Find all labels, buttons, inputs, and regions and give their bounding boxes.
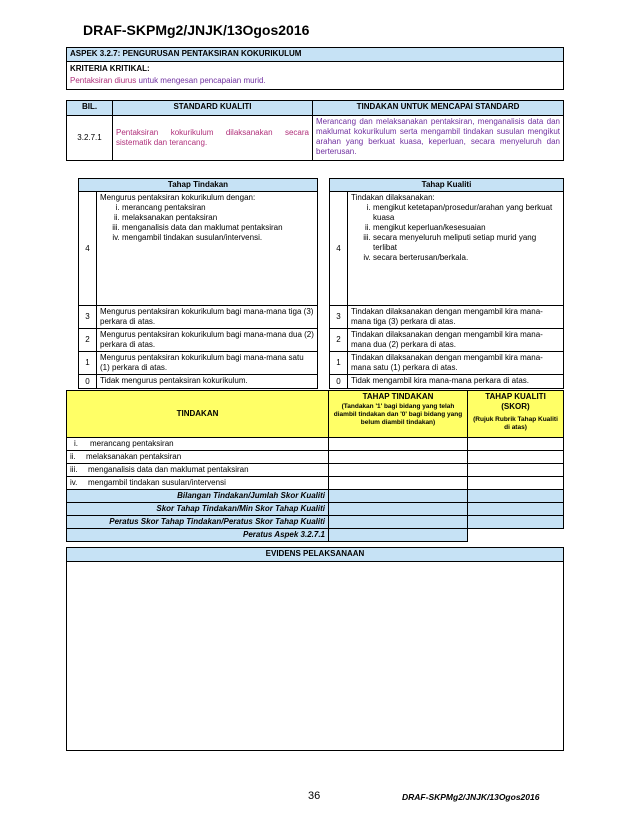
tahap-kualiti-level: 4 — [330, 192, 348, 306]
tahap-tindakan-level: 2 — [79, 329, 97, 352]
tahap-tindakan-criteria: Mengurus pentaksiran kokurikulum bagi mana-mana tiga (3) perkara di atas. — [97, 306, 318, 329]
tahap-kualiti-input-cell[interactable] — [468, 451, 564, 464]
list-item: iii. menganalisis data dan maklumat pentaksiran — [122, 223, 314, 233]
footer-doc-id: DRAF-SKPMg2/JNJK/13Ogos2016 — [402, 792, 540, 802]
scoring-col-tahap-kualiti — [468, 391, 564, 438]
evidens-heading: EVIDENS PELAKSANAAN — [67, 548, 564, 562]
tahap-kualiti-heading: Tahap Kualiti — [330, 179, 564, 192]
tahap-kualiti-criteria — [348, 192, 564, 306]
tahap-tindakan-criteria: Mengurus pentaksiran kokurikulum bagi mana-mana satu (1) perkara di atas. — [97, 352, 318, 375]
tahap-kualiti-list — [351, 203, 560, 263]
list-item: iii. secara menyeluruh meliputi setiap murid yang terlibat — [373, 233, 560, 253]
evidens-content-area[interactable] — [67, 562, 564, 751]
tahap-tindakan-level: 1 — [79, 352, 97, 375]
tahap-tindakan-heading: Tahap Tindakan — [79, 179, 318, 192]
tahap-tindakan-criteria — [97, 192, 318, 306]
scoring-item-num: i. — [74, 439, 78, 448]
tahap-tindakan-input-cell[interactable] — [329, 464, 468, 477]
summary-peratus-kualiti[interactable] — [468, 516, 564, 529]
tahap-kualiti-level: 2 — [330, 329, 348, 352]
tahap-tindakan-input-cell[interactable] — [329, 477, 468, 490]
scoring-item-num: ii. — [70, 452, 76, 461]
scoring-item-text: merancang pentaksiran — [90, 439, 174, 448]
list-item: iv. mengambil tindakan susulan/intervensi. — [122, 233, 314, 243]
standard-col-standard: STANDARD KUALITI — [113, 101, 313, 116]
tahap-kualiti-criteria: Tidak mengambil kira mana-mana perkara di atas. — [348, 375, 564, 389]
scoring-col-tahap-tindakan — [329, 391, 468, 438]
tahap-kualiti-criteria: Tindakan dilaksanakan dengan mengambil kira mana-mana satu (1) perkara di atas. — [348, 352, 564, 375]
kriteria-text-part1: Pentaksiran diurus — [70, 76, 137, 85]
scoring-item-text: menganalisis data dan maklumat pentaksiran — [88, 465, 249, 474]
scoring-item-text: melaksanakan pentaksiran — [86, 452, 182, 461]
summary-skor-tindakan[interactable] — [329, 503, 468, 516]
list-item: i. mengikut ketetapan/prosedur/arahan yang berkuat kuasa — [373, 203, 560, 223]
kriteria-text-part2: untuk mengesan pencapaian murid. — [138, 76, 266, 85]
standard-text: Pentaksiran kokurikulum dilaksanakan secara sistematik dan terancang. — [113, 116, 313, 161]
scoring-table — [66, 390, 564, 542]
summary-bilangan-tindakan[interactable] — [329, 490, 468, 503]
standard-tindakan-text: Merancang dan melaksanakan pentaksiran, menganalisis data dan maklumat kokurikulum serta mengambil tindakan susulan mengikut arahan yang berkuat kuasa, keperluan, secara menyeluruh dan berterusan. — [313, 116, 564, 161]
tahap-kualiti-input-cell[interactable] — [468, 438, 564, 451]
tahap-kualiti-table — [329, 178, 564, 389]
tahap-kualiti-input-cell[interactable] — [468, 477, 564, 490]
summary-bilangan-label: Bilangan Tindakan/Jumlah Skor Kualiti — [67, 490, 329, 503]
standard-col-tindakan: TINDAKAN UNTUK MENCAPAI STANDARD — [313, 101, 564, 116]
peratus-aspek-spacer — [468, 529, 564, 542]
scoring-item-text: mengambil tindakan susulan/intervensi — [88, 478, 226, 487]
peratus-aspek-label: Peratus Aspek 3.2.7.1 — [67, 529, 329, 542]
peratus-aspek-value[interactable] — [329, 529, 468, 542]
scoring-col-tahap-kualiti-note: (Rujuk Rubrik Tahap Kualiti di atas) — [473, 416, 558, 431]
standard-col-bil: BIL. — [67, 101, 113, 116]
table-row — [67, 438, 564, 451]
aspect-table — [66, 47, 564, 90]
kriteria-cell — [67, 62, 564, 90]
tahap-kualiti-level: 0 — [330, 375, 348, 389]
list-item: i. merancang pentaksiran — [122, 203, 314, 213]
standard-bil: 3.2.7.1 — [67, 116, 113, 161]
table-row — [67, 477, 564, 490]
tahap-tindakan-input-cell[interactable] — [329, 451, 468, 464]
scoring-col-tindakan: TINDAKAN — [67, 391, 329, 438]
tahap-kualiti-criteria: Tindakan dilaksanakan dengan mengambil kira mana-mana dua (2) perkara di atas. — [348, 329, 564, 352]
tahap-tindakan-criteria: Tidak mengurus pentaksiran kokurikulum. — [97, 375, 318, 389]
tahap-tindakan-level: 4 — [79, 192, 97, 306]
tahap-kualiti-input-cell[interactable] — [468, 464, 564, 477]
page-number: 36 — [308, 790, 321, 802]
summary-bilangan-kualiti[interactable] — [468, 490, 564, 503]
list-item: iv. secara berterusan/berkala. — [373, 253, 560, 263]
tahap-tindakan-intro: Mengurus pentaksiran kokurikulum dengan: — [100, 193, 256, 202]
scoring-item — [67, 438, 329, 451]
summary-peratus-label: Peratus Skor Tahap Tindakan/Peratus Skor Tahap Kualiti — [67, 516, 329, 529]
aspect-title: ASPEK 3.2.7: PENGURUSAN PENTAKSIRAN KOKURIKULUM — [67, 48, 564, 62]
tahap-kualiti-criteria: Tindakan dilaksanakan dengan mengambil kira mana-mana tiga (3) perkara di atas. — [348, 306, 564, 329]
scoring-col-tahap-kualiti-title: TAHAP KUALITI (SKOR) — [485, 392, 546, 411]
scoring-item — [67, 477, 329, 490]
tahap-tindakan-criteria: Mengurus pentaksiran kokurikulum bagi mana-mana dua (2) perkara di atas. — [97, 329, 318, 352]
tahap-tindakan-level: 3 — [79, 306, 97, 329]
scoring-item — [67, 451, 329, 464]
tahap-tindakan-level: 0 — [79, 375, 97, 389]
list-item: ii. mengikut keperluan/kesesuaian — [373, 223, 560, 233]
document-title: DRAF-SKPMg2/JNJK/13Ogos2016 — [83, 22, 310, 38]
scoring-col-tahap-tindakan-title: TAHAP TINDAKAN — [362, 392, 434, 401]
table-row — [67, 464, 564, 477]
standard-table — [66, 100, 564, 161]
kriteria-label: KRITERIA KRITIKAL: — [70, 64, 150, 73]
tahap-kualiti-level: 1 — [330, 352, 348, 375]
tahap-tindakan-table — [78, 178, 318, 389]
scoring-item-num: iii. — [70, 465, 78, 474]
scoring-item — [67, 464, 329, 477]
scoring-col-tahap-tindakan-note: (Tandakan '1' bagi bidang yang telah diambil tindakan dan '0' bagi bidang yang belum diambil tindakan) — [333, 403, 463, 426]
tahap-tindakan-input-cell[interactable] — [329, 438, 468, 451]
table-row — [67, 451, 564, 464]
tahap-kualiti-intro: Tindakan dilaksanakan: — [351, 193, 435, 202]
tahap-kualiti-level: 3 — [330, 306, 348, 329]
summary-peratus-tindakan[interactable] — [329, 516, 468, 529]
tahap-tindakan-list — [100, 203, 314, 243]
list-item: ii. melaksanakan pentaksiran — [122, 213, 314, 223]
summary-skor-kualiti[interactable] — [468, 503, 564, 516]
evidens-table — [66, 547, 564, 751]
scoring-item-num: iv. — [70, 478, 78, 487]
summary-skor-label: Skor Tahap Tindakan/Min Skor Tahap Kualiti — [67, 503, 329, 516]
